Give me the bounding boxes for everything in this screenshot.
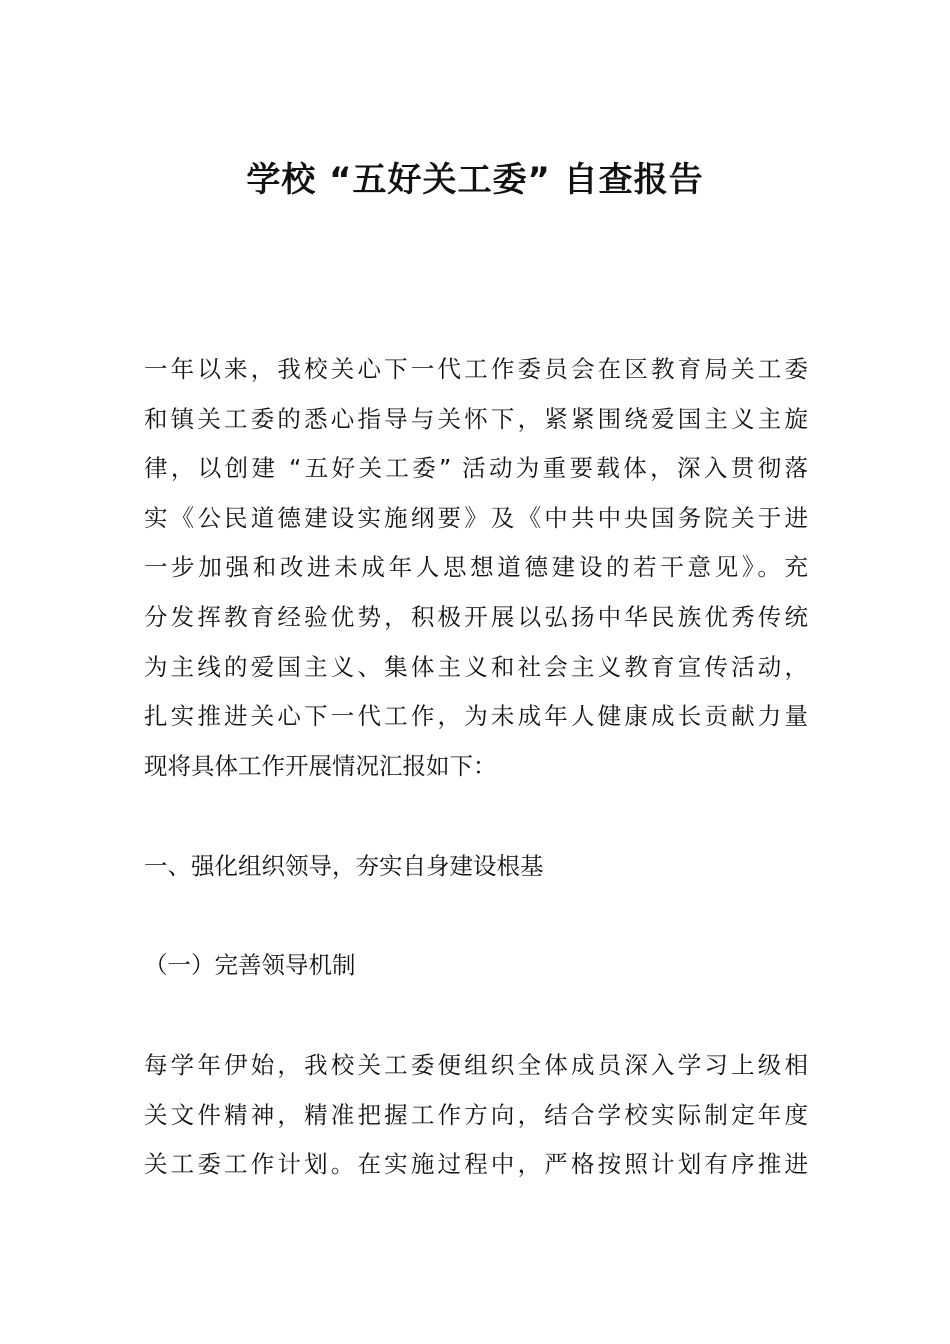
paragraph-line: 扎实推进关心下一代工作，为未成年人健康成长贡献力量 — [144, 702, 808, 731]
paragraph-line: 现将具体工作开展情况汇报如下： — [144, 751, 497, 780]
paragraph-line: 为主线的爱国主义、集体主义和社会主义教育宣传活动， — [144, 652, 808, 681]
subsection-heading: （一）完善领导机制 — [144, 951, 356, 979]
paragraph-line: 和镇关工委的悉心指导与关怀下，紧紧围绕爱国主义主旋 — [144, 404, 808, 433]
intro-paragraph — [144, 345, 808, 791]
paragraph-line: 律，以创建 “五好关工委” 活动为重要载体，深入贯彻落 — [144, 454, 808, 483]
paragraph-line: 关工委工作计划。在实施过程中，严格按照计划有序推进 — [144, 1150, 808, 1179]
paragraph-line: 一步加强和改进未成年人思想道德建设的若干意见》。充 — [144, 553, 808, 582]
paragraph-line: 实《公民道德建设实施纲要》及《中共中央国务院关于进 — [144, 503, 808, 532]
paragraph-line: 每学年伊始，我校关工委便组织全体成员深入学习上级相 — [144, 1051, 808, 1079]
paragraph-line: 一年以来，我校关心下一代工作委员会在区教育局关工委 — [144, 355, 808, 383]
document-title: 学校 “五好关工委” 自查报告 — [246, 160, 704, 200]
paragraph-line: 关文件精神，精准把握工作方向，结合学校实际制定年度 — [144, 1100, 808, 1129]
section-paragraph — [144, 1041, 808, 1190]
section-heading: 一、强化组织领导，夯实自身建设根基 — [144, 852, 544, 880]
paragraph-line: 分发挥教育经验优势，积极开展以弘扬中华民族优秀传统 — [144, 602, 808, 631]
